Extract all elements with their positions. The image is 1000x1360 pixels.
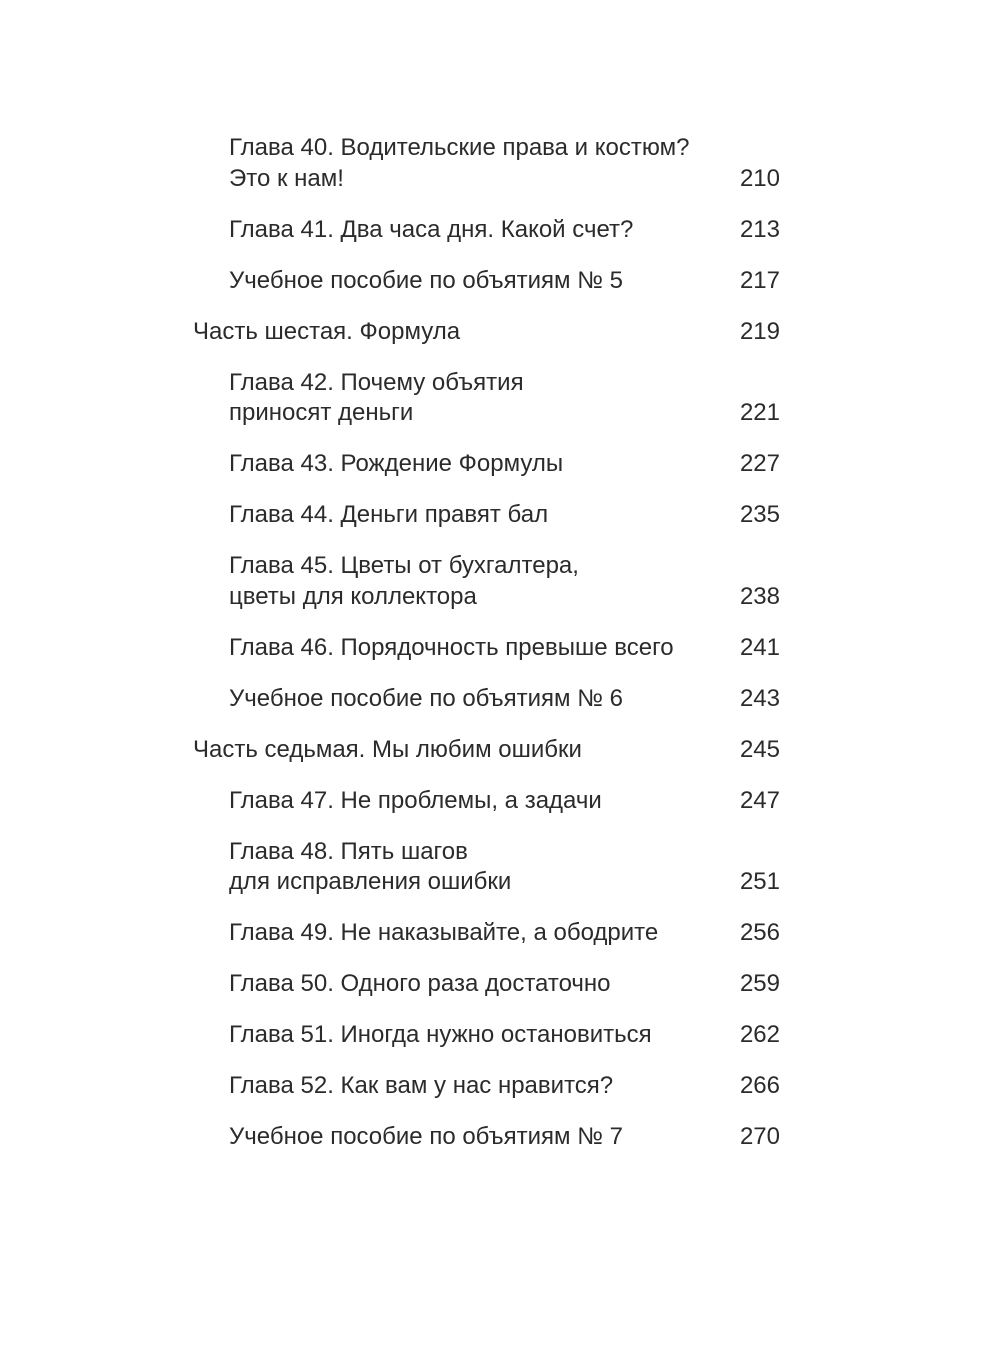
table-of-contents: [193, 133, 780, 1173]
toc-entry-title: [229, 969, 611, 1000]
toc-entry-page-number: 243: [739, 684, 780, 712]
toc-entry-page-number: 217: [739, 266, 780, 294]
toc-entry-title-line: Это к нам!: [229, 164, 344, 192]
toc-entry-title: [229, 837, 511, 898]
toc-entry: [193, 449, 780, 480]
toc-entry-page-number: 241: [739, 633, 780, 661]
toc-entry-title: [229, 133, 689, 194]
toc-entry-page-number: 238: [739, 582, 780, 610]
toc-entry-title-line: цветы для коллектора: [229, 582, 477, 610]
toc-entry-title-line: Глава 42. Почему объятия: [229, 368, 524, 396]
toc-entry-title-line: Глава 51. Иногда нужно остановиться: [229, 1021, 652, 1048]
toc-entry: [193, 215, 780, 246]
toc-entry-title-line: Глава 46. Порядочность превыше всего: [229, 633, 674, 661]
toc-entry-page-number: 227: [739, 450, 780, 477]
toc-entry-title: [229, 500, 548, 531]
toc-entry-title-line: Глава 45. Цветы от бухгалтера,: [229, 552, 579, 579]
toc-entry-title-line: Часть седьмая. Мы любим ошибки: [193, 735, 582, 763]
toc-entry-title-line: Глава 49. Не наказывайте, а ободрите: [229, 919, 659, 946]
toc-entry-page-number: 210: [739, 164, 780, 192]
toc-entry-title-line: Глава 43. Рождение Формулы: [229, 450, 564, 477]
toc-entry-title: [193, 317, 460, 348]
toc-entry-page-number: 270: [739, 1123, 780, 1150]
toc-entry: [193, 1020, 780, 1051]
toc-entry-title: [229, 449, 563, 480]
toc-entry-title: [229, 918, 658, 949]
toc-entry-title-line: Глава 52. Как вам у нас нравится?: [229, 1072, 614, 1099]
toc-entry-page-number: 256: [739, 919, 780, 946]
toc-entry-page-number: 262: [739, 1021, 780, 1048]
toc-entry-title: [229, 1122, 623, 1153]
toc-entry: [193, 500, 780, 531]
toc-entry-title: [193, 735, 582, 766]
toc-entry-title-line: Глава 47. Не проблемы, а задачи: [229, 786, 602, 814]
toc-entry: [193, 918, 780, 949]
toc-entry: [193, 1071, 780, 1102]
toc-entry-title: [229, 215, 633, 246]
toc-entry-title-line: Глава 48. Пять шагов: [229, 837, 468, 865]
toc-entry-page-number: 259: [739, 970, 780, 997]
toc-entry-page-number: 235: [739, 501, 780, 528]
toc-entry-title: [229, 786, 602, 817]
toc-entry-title-line: Часть шестая. Формула: [193, 317, 461, 345]
toc-entry-page-number: 251: [739, 868, 780, 895]
toc-entry-title: [229, 551, 579, 612]
toc-entry: [193, 633, 780, 664]
toc-entry-title-line: Глава 44. Деньги правят бал: [229, 501, 549, 528]
toc-entry-page-number: 219: [739, 317, 780, 345]
toc-entry: [193, 368, 780, 429]
toc-entry-title: [229, 368, 524, 429]
toc-entry-title-line: для исправления ошибки: [229, 868, 512, 895]
toc-entry: [193, 837, 780, 898]
toc-entry-title: [229, 1020, 652, 1051]
toc-entry-title: [229, 633, 674, 664]
toc-entry-title: [229, 1071, 613, 1102]
toc-entry-page-number: 247: [739, 786, 780, 814]
toc-entry: [193, 786, 780, 817]
toc-entry-title: [229, 266, 623, 297]
toc-entry: [193, 133, 780, 194]
toc-entry: [193, 551, 780, 612]
toc-entry: [193, 684, 780, 715]
toc-entry: [193, 266, 780, 297]
toc-entry-title-line: приносят деньги: [229, 399, 414, 426]
toc-entry-title-line: Глава 50. Одного раза достаточно: [229, 970, 611, 997]
toc-part-entry: [193, 735, 780, 766]
toc-entry-title-line: Учебное пособие по объятиям № 6: [229, 684, 623, 712]
toc-entry-page-number: 221: [739, 399, 780, 426]
toc-entry-title: [229, 684, 623, 715]
toc-entry-page-number: 266: [739, 1072, 780, 1099]
toc-entry-title-line: Учебное пособие по объятиям № 7: [229, 1123, 623, 1150]
toc-part-entry: [193, 317, 780, 348]
toc-entry-page-number: 245: [739, 735, 780, 763]
toc-entry-page-number: 213: [739, 215, 780, 243]
toc-entry: [193, 1122, 780, 1153]
toc-entry-title-line: Учебное пособие по объятиям № 5: [229, 266, 623, 294]
toc-entry: [193, 969, 780, 1000]
toc-entry-title-line: Глава 40. Водительские права и костюм?: [229, 134, 690, 161]
toc-entry-title-line: Глава 41. Два часа дня. Какой счет?: [229, 215, 634, 243]
